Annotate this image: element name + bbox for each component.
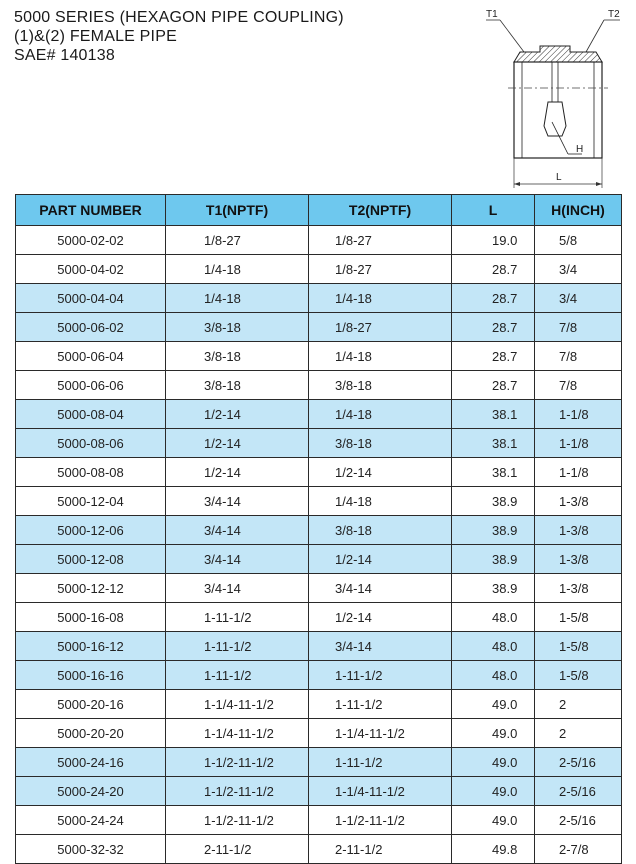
l-arrow-right xyxy=(596,182,602,186)
part-number-cell: 5000-08-08 xyxy=(16,458,166,487)
part-number-cell: 5000-08-04 xyxy=(16,400,166,429)
l-cell: 38.1 xyxy=(452,429,535,458)
h-cell: 7/8 xyxy=(535,313,622,342)
t2-cell: 1-11-1/2 xyxy=(309,690,452,719)
part-number-cell: 5000-06-02 xyxy=(16,313,166,342)
t2-cell: 1-1/4-11-1/2 xyxy=(309,719,452,748)
table-row xyxy=(16,400,622,429)
l-cell: 28.7 xyxy=(452,371,535,400)
t1-cell: 1-1/2-11-1/2 xyxy=(166,748,309,777)
table-row xyxy=(16,342,622,371)
part-number-cell: 5000-20-16 xyxy=(16,690,166,719)
table-row xyxy=(16,371,622,400)
table-row xyxy=(16,835,622,864)
t1-cell: 1-1/4-11-1/2 xyxy=(166,690,309,719)
l-cell: 49.0 xyxy=(452,748,535,777)
l-cell: 38.9 xyxy=(452,545,535,574)
t1-cell: 1-11-1/2 xyxy=(166,632,309,661)
part-number-cell: 5000-24-16 xyxy=(16,748,166,777)
t1-cell: 2-11-1/2 xyxy=(166,835,309,864)
table-row xyxy=(16,748,622,777)
part-number-cell: 5000-16-08 xyxy=(16,603,166,632)
part-number-cell: 5000-16-16 xyxy=(16,661,166,690)
l-cell: 28.7 xyxy=(452,313,535,342)
l-cell: 38.9 xyxy=(452,574,535,603)
l-cell: 49.0 xyxy=(452,690,535,719)
t1-cell: 1/4-18 xyxy=(166,284,309,313)
t1-cell: 1/2-14 xyxy=(166,429,309,458)
h-cell: 1-1/8 xyxy=(535,458,622,487)
table-row xyxy=(16,777,622,806)
l-cell: 38.1 xyxy=(452,458,535,487)
table-row xyxy=(16,516,622,545)
t2-label: T2 xyxy=(608,9,620,20)
t2-cell: 1/4-18 xyxy=(309,400,452,429)
h-cell: 2 xyxy=(535,690,622,719)
part-number-cell: 5000-24-20 xyxy=(16,777,166,806)
t2-cell: 3/4-14 xyxy=(309,632,452,661)
h-cell: 1-5/8 xyxy=(535,632,622,661)
part-number-cell: 5000-04-02 xyxy=(16,255,166,284)
l-cell: 28.7 xyxy=(452,255,535,284)
t2-cell: 1/8-27 xyxy=(309,255,452,284)
l-cell: 48.0 xyxy=(452,632,535,661)
header-t2: T2(NPTF) xyxy=(309,195,452,226)
part-number-cell: 5000-06-04 xyxy=(16,342,166,371)
t2-cell: 3/4-14 xyxy=(309,574,452,603)
t1-cell: 1/4-18 xyxy=(166,255,309,284)
part-number-cell: 5000-32-32 xyxy=(16,835,166,864)
part-number-cell: 5000-12-08 xyxy=(16,545,166,574)
t1-cell: 3/8-18 xyxy=(166,371,309,400)
h-cell: 2-7/8 xyxy=(535,835,622,864)
table-row xyxy=(16,545,622,574)
t2-cell: 1/2-14 xyxy=(309,458,452,487)
part-number-cell: 5000-24-24 xyxy=(16,806,166,835)
t2-cell: 1/2-14 xyxy=(309,545,452,574)
t1-cell: 1-1/4-11-1/2 xyxy=(166,719,309,748)
t1-cell: 1-1/2-11-1/2 xyxy=(166,777,309,806)
l-cell: 48.0 xyxy=(452,603,535,632)
t1-leader-arrow xyxy=(500,20,524,52)
table-row xyxy=(16,284,622,313)
t2-cell: 1-1/2-11-1/2 xyxy=(309,806,452,835)
header-h: H(INCH) xyxy=(535,195,622,226)
h-cell: 1-3/8 xyxy=(535,516,622,545)
header-row xyxy=(16,195,622,226)
l-cell: 49.0 xyxy=(452,777,535,806)
l-cell: 49.0 xyxy=(452,806,535,835)
spec-table-body xyxy=(16,226,622,864)
hex-detail xyxy=(544,102,566,136)
table-row xyxy=(16,632,622,661)
t1-cell: 1-11-1/2 xyxy=(166,603,309,632)
part-number-cell: 5000-02-02 xyxy=(16,226,166,255)
title-block xyxy=(14,8,344,65)
table-row xyxy=(16,226,622,255)
t1-cell: 1/2-14 xyxy=(166,458,309,487)
table-row xyxy=(16,487,622,516)
title-description: (1)&(2) FEMALE PIPE xyxy=(14,28,177,45)
h-cell: 1-1/8 xyxy=(535,429,622,458)
t1-cell: 1/2-14 xyxy=(166,400,309,429)
l-label: L xyxy=(556,172,562,183)
h-cell: 3/4 xyxy=(535,255,622,284)
h-cell: 1-5/8 xyxy=(535,603,622,632)
table-row xyxy=(16,313,622,342)
t1-label: T1 xyxy=(486,9,498,20)
t2-cell: 1/8-27 xyxy=(309,226,452,255)
part-number-cell: 5000-08-06 xyxy=(16,429,166,458)
h-cell: 2 xyxy=(535,719,622,748)
t1-cell: 1/8-27 xyxy=(166,226,309,255)
h-cell: 2-5/16 xyxy=(535,777,622,806)
title-sae-number: SAE# 140138 xyxy=(14,47,115,64)
h-cell: 2-5/16 xyxy=(535,806,622,835)
l-cell: 38.1 xyxy=(452,400,535,429)
header-part-number: PART NUMBER xyxy=(16,195,166,226)
header-l: L xyxy=(452,195,535,226)
l-cell: 49.8 xyxy=(452,835,535,864)
t2-cell: 1/8-27 xyxy=(309,313,452,342)
t2-cell: 1/4-18 xyxy=(309,342,452,371)
part-number-cell: 5000-20-20 xyxy=(16,719,166,748)
h-cell: 1-3/8 xyxy=(535,545,622,574)
l-cell: 28.7 xyxy=(452,342,535,371)
t2-cell: 2-11-1/2 xyxy=(309,835,452,864)
t1-cell: 3/4-14 xyxy=(166,487,309,516)
h-cell: 1-3/8 xyxy=(535,574,622,603)
table-row xyxy=(16,690,622,719)
l-cell: 28.7 xyxy=(452,284,535,313)
h-cell: 7/8 xyxy=(535,371,622,400)
t2-cell: 1-11-1/2 xyxy=(309,748,452,777)
t2-cell: 1/2-14 xyxy=(309,603,452,632)
part-number-cell: 5000-16-12 xyxy=(16,632,166,661)
l-cell: 48.0 xyxy=(452,661,535,690)
t2-cell: 1-11-1/2 xyxy=(309,661,452,690)
t2-leader-arrow xyxy=(586,20,604,52)
title-series: 5000 SERIES (HEXAGON PIPE COUPLING) xyxy=(14,9,344,26)
part-number-cell: 5000-04-04 xyxy=(16,284,166,313)
l-cell: 49.0 xyxy=(452,719,535,748)
part-number-cell: 5000-06-06 xyxy=(16,371,166,400)
spec-table xyxy=(15,194,622,864)
t1-cell: 3/4-14 xyxy=(166,574,309,603)
table-row xyxy=(16,255,622,284)
l-cell: 38.9 xyxy=(452,487,535,516)
t2-cell: 3/8-18 xyxy=(309,429,452,458)
table-row xyxy=(16,429,622,458)
l-arrow-left xyxy=(514,182,520,186)
coupling-section-hatch xyxy=(514,46,602,62)
h-label: H xyxy=(576,144,584,155)
t1-cell: 3/8-18 xyxy=(166,313,309,342)
t2-cell: 3/8-18 xyxy=(309,516,452,545)
table-row xyxy=(16,719,622,748)
table-row xyxy=(16,661,622,690)
table-row xyxy=(16,458,622,487)
t1-cell: 3/4-14 xyxy=(166,545,309,574)
table-row xyxy=(16,574,622,603)
h-cell: 1-3/8 xyxy=(535,487,622,516)
t1-cell: 3/8-18 xyxy=(166,342,309,371)
t2-cell: 3/8-18 xyxy=(309,371,452,400)
coupling-drawing xyxy=(478,4,628,190)
t1-cell: 1-11-1/2 xyxy=(166,661,309,690)
t1-cell: 3/4-14 xyxy=(166,516,309,545)
table-row xyxy=(16,806,622,835)
h-cell: 5/8 xyxy=(535,226,622,255)
h-cell: 1-5/8 xyxy=(535,661,622,690)
t2-cell: 1/4-18 xyxy=(309,487,452,516)
header-t1: T1(NPTF) xyxy=(166,195,309,226)
h-cell: 7/8 xyxy=(535,342,622,371)
part-number-cell: 5000-12-12 xyxy=(16,574,166,603)
l-cell: 38.9 xyxy=(452,516,535,545)
part-number-cell: 5000-12-04 xyxy=(16,487,166,516)
t1-cell: 1-1/2-11-1/2 xyxy=(166,806,309,835)
h-cell: 2-5/16 xyxy=(535,748,622,777)
table-row xyxy=(16,603,622,632)
t2-cell: 1/4-18 xyxy=(309,284,452,313)
part-number-cell: 5000-12-06 xyxy=(16,516,166,545)
t2-cell: 1-1/4-11-1/2 xyxy=(309,777,452,806)
h-cell: 3/4 xyxy=(535,284,622,313)
l-cell: 19.0 xyxy=(452,226,535,255)
h-cell: 1-1/8 xyxy=(535,400,622,429)
